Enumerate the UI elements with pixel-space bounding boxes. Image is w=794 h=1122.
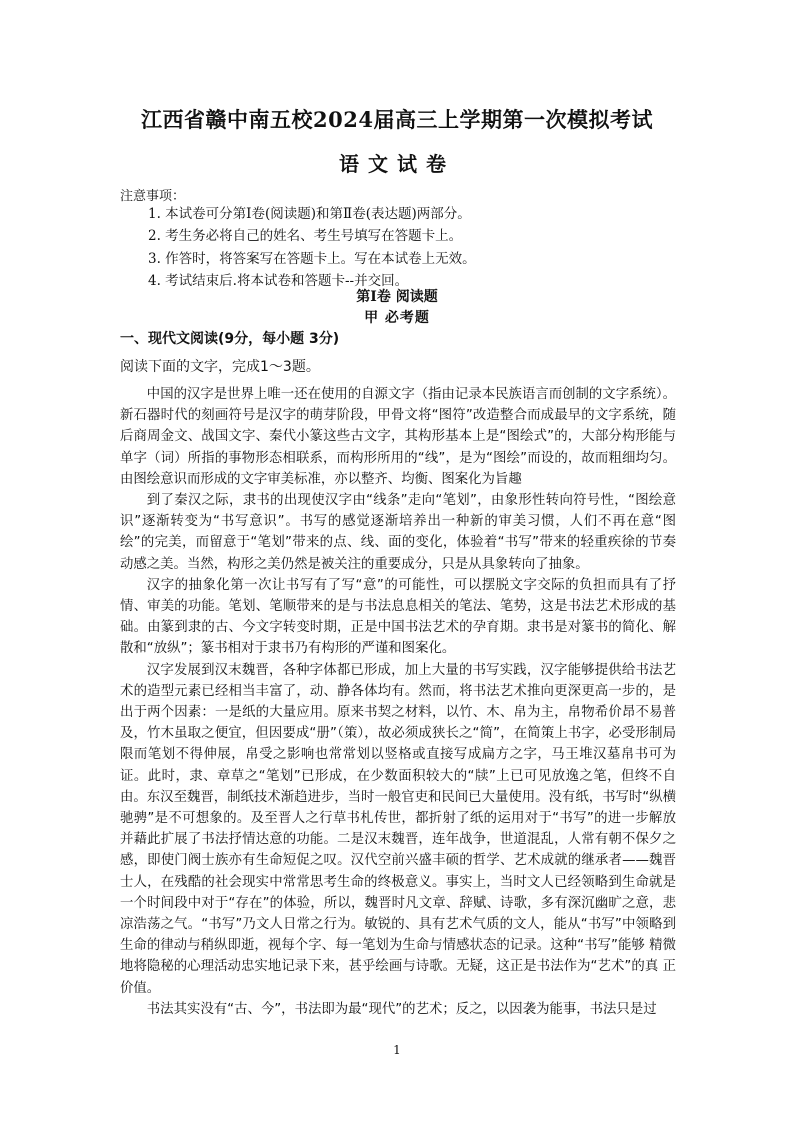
passage-paragraph: 汉字的抽象化第一次让书写有了写“意”的可能性，可以摆脱文字交际的负担而具有了抒情、审美的功能。笔划、笔顺带来的是与书法息息相关的笔法、笔势，这是书法艺术形成的基础。由篆到隶的古、今文字转变时期，正是中国书法艺术的孕育期。隶书是对篆书的简化、解散和“放纵”；篆书相对于隶书乃有构形的严谨和图案化。 [120,577,676,657]
question-heading: 一、现代文阅读(9分，每小题 3分) [120,331,340,347]
question-instruction: 阅读下面的文字，完成1～3题。 [120,359,320,375]
exam-subtitle: 语文试卷 [339,152,455,176]
section-title: 第Ⅰ卷 阅读题 [356,289,438,305]
notice-item: 2. 考生务必将自己的姓名、考生号填写在答题卡上。 [148,228,463,245]
notice-label: 注意事项： [120,189,186,204]
passage-paragraph: 汉字发展到汉末魏晋，各种字体都已形成，加上大量的书写实践，汉字能够提供给书法艺术的造型元素已经相当丰富了，动、静各体均有。然而，将书法艺术推向更深更高一步的，是出于两个因素：一是纸的大量应用。原来书契之材料，以竹、木、帛为主，帛物希价昂不易普及，竹木虽取之便宜，但因要成“册”（策），故必须成狭长之“简”，在简策上书字，必受形制局限而笔划不得伸展，帛受之影响也常常划以竖格或直接写成扁方之字，马王堆汉墓帛书可为证。此时，隶、章草之“笔划”已形成，在少数面积较大的“牍”上已可见放逸之笔，但终不自由。东汉至魏晋，制纸技术渐趋进步，当时一般官吏和民间已大量使用。没有纸，书写时“纵横驰骋”是不可想象的。及至晋人之行草书札传世，都折射了纸的运用对于“书写”的进一步解放并藉此扩展了书法抒情达意的功能。二是汉末魏晋，连年战争，世道混乱，人常有朝不保夕之感，即使门阀士族亦有生命短促之叹。汉代空前兴盛丰硕的哲学、艺术成就的继承者——魏晋士人，在残酷的社会现实中常常思考生命的终极意义。事实上，当时文人已经领略到生命就是一个时间段中对于“存在”的体验，所以，魏晋时凡文章、辞赋、诗歌，多有深沉幽旷之意，悲凉浩荡之气。“书写”乃文人日常之行为。敏锐的、具有艺术气质的文人，能从“书写”中领略到生命的律动与稍纵即逝，视每个字、每一笔划为生命与情感状态的记录。这种“书写”能够 精微地将隐秘的心理活动忠实地记录下来，甚乎绘画与诗歌。无疑，这正是书法作为“艺术”的真 正价值。 [120,662,676,996]
passage-paragraph: 到了秦汉之际，隶书的出现使汉字由“线条”走向“笔划”，由象形性转向符号性，“图绘意识”逐渐转变为“书写意识”。书写的感觉逐渐培养出一种新的审美习惯，人们不再在意“图绘”的完美，而留意于“笔划”带来的点、线、面的变化，体验着“书写”带来的轻重疾徐的节奏动感之美。当然，构形之美仍然是被关注的重要成分，只是从具象转向了抽象。 [120,493,676,572]
notice-list [148,203,476,293]
reading-passage [120,384,676,1020]
exam-title: 江西省赣中南五校2024届高三上学期第一次模拟考试 [141,107,653,132]
notice-item: 4. 考试结束后.将本试卷和答题卡--并交回。 [148,273,409,290]
passage-paragraph: 中国的汉字是世界上唯一还在使用的自源文字（指由记录本民族语言而创制的文字系统）。新石器时代的刻画符号是汉字的萌芽阶段，甲骨文将“图符”改造整合而成最早的文字系统，随后商周金文、战国文字、秦代小篆这些古文字，其构形基本上是“图绘式”的，大部分构形能与单字（词）所指的事物形态相联系，而构形所用的“线”，是为“图绘”而设的，故而粗细均匀。由图绘意识而形成的文字审美标准，亦以整齐、均衡、图案化为旨趣 [120,387,676,487]
notice-item: 1. 本试卷可分第Ⅰ卷(阅读题)和第Ⅱ卷(表达题)两部分。 [148,206,471,222]
notice-item: 3. 作答时，将答案写在答题卡上。写在本试卷上无效。 [148,250,476,267]
section-subtitle: 甲 必考题 [364,310,430,326]
passage-paragraph: 书法其实没有“古、今”，书法即为最“现代”的艺术；反之，以因袭为能事，书法只是过 [146,1001,657,1017]
page-number: 1 [393,1043,401,1057]
